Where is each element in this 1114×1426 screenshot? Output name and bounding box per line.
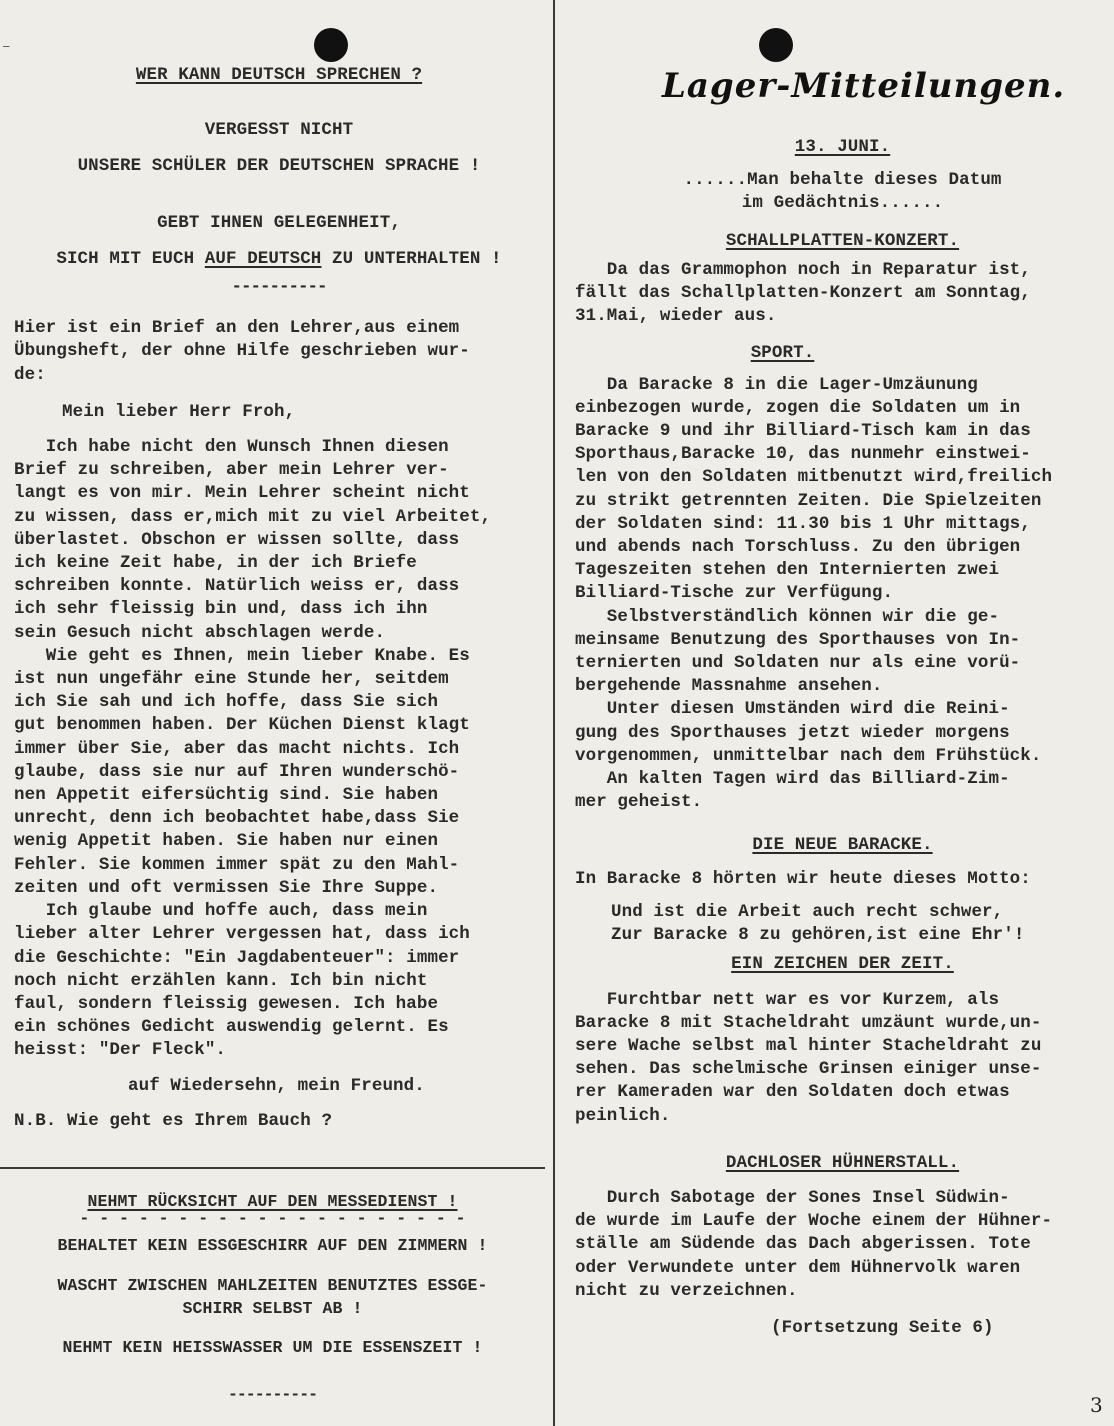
heading-sport: SPORT. bbox=[750, 343, 815, 364]
column-divider bbox=[553, 0, 555, 1426]
mess-line-1: BEHALTET KEIN ESSGESCHIRR AUF DEN ZIMMERN ! bbox=[57, 1236, 488, 1256]
punch-hole-left bbox=[314, 28, 348, 62]
heading-neue-baracke: DIE NEUE BARACKE. bbox=[752, 835, 933, 856]
sich-a: SICH MIT EUCH bbox=[56, 248, 205, 269]
heading-huehnerstall: DACHLOSER HÜHNERSTALL. bbox=[725, 1152, 960, 1173]
heading-date: 13. JUNI. bbox=[794, 137, 891, 157]
sport-text: Da Baracke 8 in die Lager-Umzäunung einbezogen wurde, zogen die Soldaten um in Baracke 9 und ihr Billiard-Tisch kam in das Sporthaus,Baracke 10, das nunmehr einstwei- len von den Soldaten mitbenutzt wird,freilich zu strikt getrennten Zeiten. Die Spielzeiten der Soldaten sind: 11.30 bis 1 Uhr mittags, und abends nach Torschluss. Zu den übrigen Tageszeiten stehen den Internierten zwei Billiard-Tische zur Verfügung. Selbstverständlich können wir die ge- meinsame Benutzung des Sporthauses von In- ternierten und Soldaten nur als eine vorü- bergehende Massnahme ansehen. Unter diesen Umständen wird die Reini- gung des Sporthauses jetzt wieder morgens vorgenommen, unmittelbar nach dem Frühstück. An kalten Tagen wird das Billiard-Zim- mer geheist. bbox=[575, 374, 1053, 813]
punch-hole-right bbox=[759, 28, 793, 62]
page-number: 3 bbox=[1090, 1393, 1103, 1417]
date-text: ......Man behalte dieses Datum im Gedächtnis...... bbox=[683, 170, 1002, 214]
mess-line-2: WASCHT ZWISCHEN MAHLZEITEN BENUTZTES ESSGE- SCHIRR SELBST AB ! bbox=[57, 1275, 488, 1318]
line-vergesst: VERGESST NICHT bbox=[204, 120, 354, 141]
line-unsere-schueler: UNSERE SCHÜLER DER DEUTSCHEN SPRACHE ! bbox=[77, 156, 481, 177]
auf-deutsch-text: AUF DEUTSCH bbox=[204, 248, 322, 269]
newsletter-title: Lager-Mitteilungen. bbox=[662, 66, 1066, 106]
baracke-text: In Baracke 8 hörten wir heute dieses Motto: bbox=[575, 868, 1031, 889]
baracke-motto: Und ist die Arbeit auch recht schwer, Zur Baracke 8 zu gehören,ist eine Ehr'! bbox=[611, 901, 1025, 946]
right-column bbox=[575, 136, 1110, 1340]
intro-text: Hier ist ein Brief an den Lehrer,aus einem Übungsheft, der ohne Hilfe geschrieben wur- de: bbox=[14, 318, 470, 385]
huehnerstall-text: Durch Sabotage der Sones Insel Südwin- de wurde im Laufe der Woche einem der Hühner- ställe am Südende das Dach abgerissen. Tote oder Verwundete unter dem Hühnervolk waren nicht zu verzeichnen. bbox=[575, 1187, 1053, 1301]
mess-notice bbox=[0, 1190, 545, 1406]
letter-salutation: Mein lieber Herr Froh, bbox=[62, 401, 296, 422]
sich-b: ZU UNTERHALTEN ! bbox=[321, 248, 502, 269]
ink-mark: ⁻ bbox=[2, 40, 11, 59]
letter-closing: auf Wiedersehn, mein Freund. bbox=[128, 1075, 425, 1096]
separator-bottom: ---------- bbox=[227, 1385, 318, 1405]
mess-line-3: NEHMT KEIN HEISSWASSER UM DIE ESSENSZEIT ! bbox=[62, 1338, 483, 1358]
konzert-text: Da das Grammophon noch in Reparatur ist, fällt das Schallplatten-Konzert am Sonntag, 31.Mai, wieder aus. bbox=[575, 259, 1031, 327]
left-column bbox=[14, 58, 544, 1133]
line-gebt-gelegenheit: GEBT IHNEN GELEGENHEIT, bbox=[157, 212, 401, 233]
heading-zeichen: EIN ZEICHEN DER ZEIT. bbox=[731, 954, 954, 975]
letter-nb: N.B. Wie geht es Ihrem Bauch ? bbox=[14, 1110, 333, 1131]
mess-dashes: - - - - - - - - - - - - - - - - - - - - bbox=[79, 1209, 466, 1229]
mess-heading: NEHMT RÜCKSICHT AUF DEN MESSEDIENST ! bbox=[87, 1192, 458, 1211]
letter-body: Ich habe nicht den Wunsch Ihnen diesen Brief zu schreiben, aber mein Lehrer ver- langt es von mir. Mein Lehrer scheint nicht zu wissen, dass er,mich mit zu viel Arbeitet, überlastet. Obschon er wissen sollte, dass ich keine Zeit habe, in der ich Briefe schreiben konnte. Natürlich weiss er, dass ich sehr fleissig bin und, dass ich ihn sein Gesuch nicht abschlagen werde. Wie geht es Ihnen, mein lieber Knabe. Es ist nun ungefähr eine Stunde her, seitdem ich Sie sah und ich hoffe, dass Sie sich gut benommen haben. Der Küchen Dienst klagt immer über Sie, aber das macht nichts. Ich glaube, dass sie nur auf Ihren wunderschö- nen Appetit eifersüchtig sind. Sie haben unrecht, denn ich beobachtet habe,dass Sie wenig Appetit haben. Sie haben nur einen Fehler. Sie kommen immer spät zu den Mahl- zeiten und oft vermissen Sie Ihre Suppe. Ich glaube und hoffe auch, dass mein lieber alter Lehrer vergessen hat, dass ich die Geschichte: "Ein Jagdabenteuer": immer noch nicht erzählen kann. Ich bin nicht faul, sondern fleissig gewesen. Ich habe ein schönes Gedicht auswendig gelernt. Es heisst: "Der Fleck". bbox=[14, 437, 492, 1061]
heading-wer-kann-deutsch: WER KANN DEUTSCH SPRECHEN ? bbox=[135, 65, 423, 85]
separator: ---------- bbox=[231, 277, 327, 298]
fortsetzung: (Fortsetzung Seite 6) bbox=[771, 1317, 994, 1338]
heading-konzert: SCHALLPLATTEN-KONZERT. bbox=[725, 230, 960, 251]
zeichen-text: Furchtbar nett war es vor Kurzem, als Baracke 8 mit Stacheldraht umzäunt wurde,un- sere Wache selbst mal hinter Stacheldraht zu sehen. Das schelmische Grinsen einiger unse- rer Kameraden war den Soldaten doch etwas peinlich. bbox=[575, 989, 1042, 1126]
line-sich-unterhalten bbox=[14, 248, 544, 271]
section-divider bbox=[0, 1167, 545, 1169]
